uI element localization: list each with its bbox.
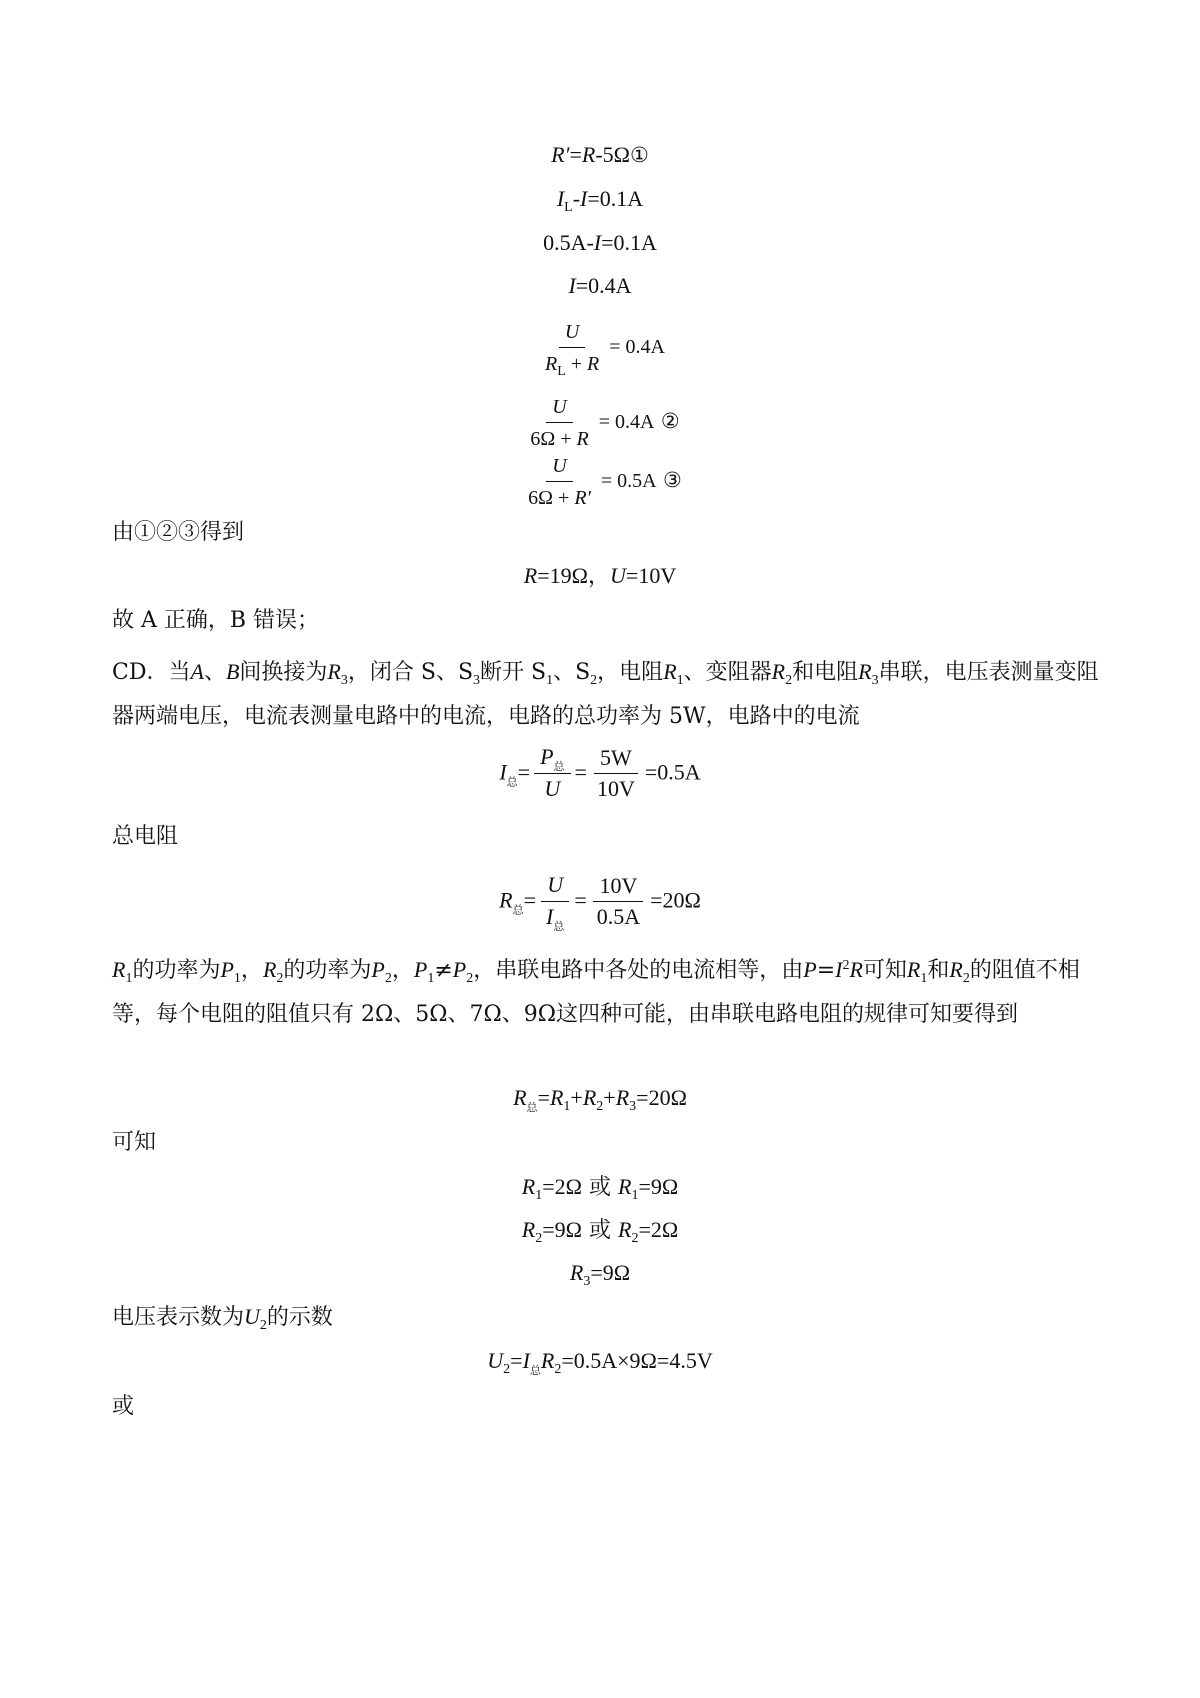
text-total-resistance: 总电阻: [112, 824, 179, 849]
fraction-equation-2: $\frac{U}{6\Omega + R}$ = 0.4A ②: [0, 393, 1200, 452]
equation-sum-resistance: $R_总=R_1+R_2+R_3=20\Omega$: [513, 1085, 687, 1114]
fraction-equation-1: $\frac{U}{R_L + R}$ = 0.4A: [0, 318, 1200, 377]
equation-total-current: $I_总=$ $\frac{P_总}{U}$ = $\frac{5W}{10V}$ =0.5A: [499, 744, 701, 801]
text-conclusion-ab: 故 A 正确，B 错误；: [112, 608, 320, 633]
equation-il-minus-i: $I_L-I=0.1A$: [556, 186, 644, 215]
equation-r2: $R_2=9\Omega$ 或 $R_2=2\Omega$: [521, 1217, 679, 1246]
equation-total-resistance: $R_总=$ $\frac{U}{I_总}$ = $\frac{10V}{0.5A}$ =20Ω: [499, 872, 701, 933]
equation-r3: $R_3=9\Omega$: [569, 1260, 631, 1289]
text-voltmeter: 电压表示数为$U_2$的示数: [112, 1304, 333, 1333]
text-from-equations: 由①②③得到: [112, 520, 245, 545]
paragraph-cd: CD．当A、B间换接为$R_3$，闭合 S、$S_3$断开 $S_1$、$S_2$，电阻$R_1$、变阻器$R_2$和电阻$R_3$串联，电压表测量变阻器两端电压，电流表测量电路中的电流，电路的总功率为 5W，电路中的电流: [112, 659, 1099, 729]
equation-r1: $R_1=2\Omega$ 或 $R_1=9\Omega$: [521, 1174, 679, 1203]
text-known: 可知: [112, 1130, 157, 1155]
text-or: 或: [112, 1394, 135, 1419]
equation-result: R=19Ω，U=10V: [523, 563, 677, 588]
equation-u2: $U_2=I_总R_2=0.5A\times 9\Omega=4.5V$: [487, 1348, 713, 1377]
equation-r-prime: R′=R-5Ω①: [551, 142, 649, 167]
fraction-equation-3: $\frac{U}{6\Omega + R'}$ = 0.5A ③: [0, 452, 1200, 511]
equation-05a-minus-i: 0.5A-I=0.1A: [543, 230, 657, 255]
equation-i-value: I=0.4A: [568, 273, 632, 298]
paragraph-power: $R_1$的功率为$P_1$，$R_2$的功率为$P_2$，$P_1\ne P_2$，串联电路中各处的电流相等，由$P=I^2R$可知$R_1$和$R_2$的阻值不相等，每个电阻的阻值只有 2Ω、5Ω、7Ω、9Ω这四种可能，由串联电路电阻的规律可知要得到: [112, 957, 1080, 1027]
